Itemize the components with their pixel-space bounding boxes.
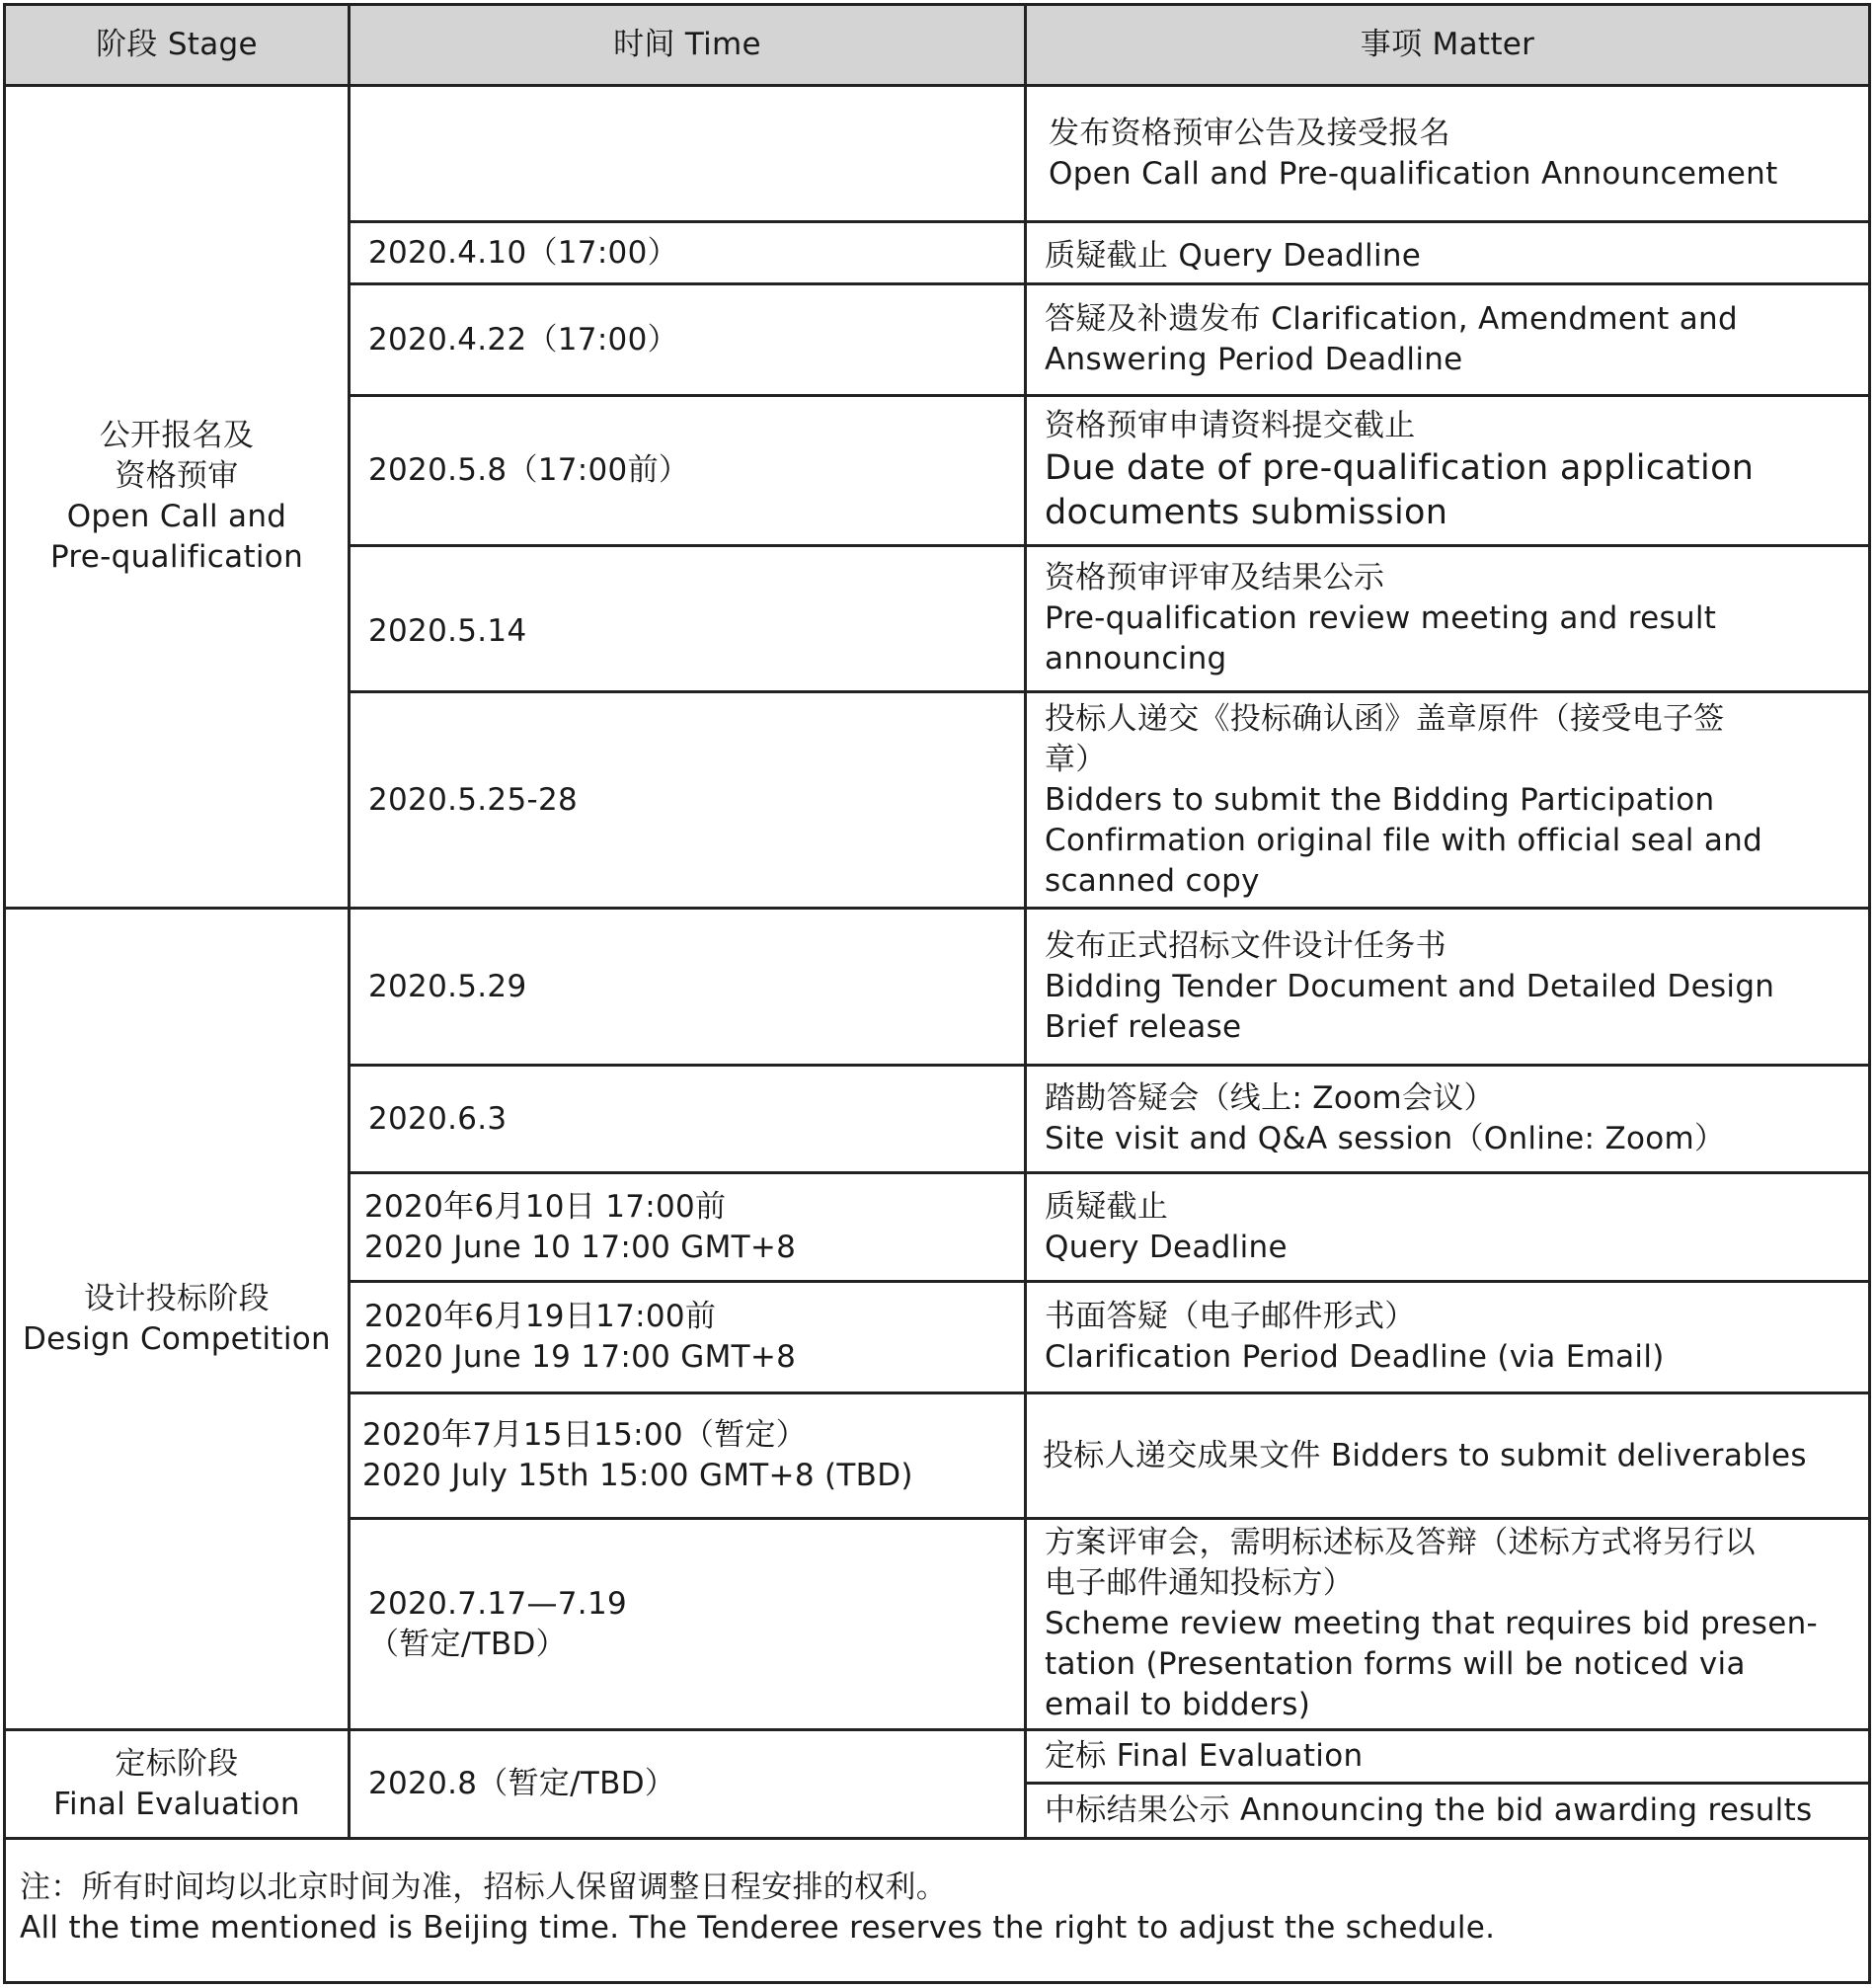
time-cell: 2020年6月19日17:00前 2020 June 19 17:00 GMT+8 (364, 1299, 797, 1375)
time-cell: 2020.5.25-28 (368, 781, 579, 818)
divider (348, 690, 1871, 693)
matter-cell: 方案评审会，需明标述标及答辩（述标方式将另行以 电子邮件通知投标方） Scheme review meeting that requires bid presen- tation (Presentation forms will be noticed via email to bidders) (1045, 1525, 1819, 1722)
header-stage: 阶段 Stage (96, 27, 258, 62)
divider (348, 3, 351, 1840)
matter-cell: 资格预审评审及结果公示 Pre-qualification review meeting and result announcing (1045, 560, 1717, 676)
header-matter: 事项 Matter (1360, 27, 1535, 62)
header-time: 时间 Time (613, 27, 761, 62)
divider (1024, 3, 1027, 1840)
table-border (3, 3, 1871, 1984)
matter-cell: 定标 Final Evaluation (1045, 1738, 1364, 1774)
time-cell: 2020.6.3 (368, 1100, 508, 1137)
divider (348, 282, 1871, 285)
time-cell: 2020.5.14 (368, 613, 527, 649)
matter-cell: 资格预审申请资料提交截止 Due date of pre-qualification application documents submission (1045, 408, 1755, 532)
divider (348, 544, 1871, 547)
matter-cell: 书面答疑（电子邮件形式） Clarification Period Deadline (via Email) (1045, 1299, 1665, 1375)
divider (1024, 1782, 1871, 1785)
time-cell: 2020.5.8（17:00前） (368, 452, 690, 488)
matter-cell: 发布资格预审公告及接受报名 Open Call and Pre-qualification Announcement (1049, 115, 1778, 192)
matter-cell: 投标人递交《投标确认函》盖章原件（接受电子签 章） Bidders to submit the Bidding Participation Confirmation original file with official seal and scanned copy (1045, 700, 1763, 899)
matter-cell: 质疑截止 Query Deadline (1045, 1188, 1288, 1265)
divider (348, 1517, 1871, 1520)
divider (348, 1064, 1871, 1067)
divider (348, 1392, 1871, 1394)
divider (3, 84, 1871, 87)
time-cell: 2020.4.22（17:00） (368, 321, 678, 358)
divider (348, 1280, 1871, 1283)
time-cell: 2020年6月10日 17:00前 2020 June 10 17:00 GMT+8 (364, 1188, 797, 1265)
matter-cell: 答疑及补遗发布 Clarification, Amendment and Answering Period Deadline (1045, 301, 1738, 377)
divider (348, 220, 1871, 223)
divider (3, 907, 1871, 910)
time-cell: 2020.4.10（17:00） (368, 234, 678, 271)
matter-cell: 质疑截止 Query Deadline (1045, 237, 1422, 274)
matter-cell: 踏勘答疑会（线上: Zoom会议） Site visit and Q&A session（Online: Zoom） (1045, 1080, 1726, 1156)
time-cell: 2020.8（暂定/TBD） (368, 1766, 676, 1801)
divider (348, 394, 1871, 397)
time-cell: 2020年7月15日15:00（暂定） 2020 July 15th 15:00 GMT+8 (TBD) (362, 1417, 913, 1493)
matter-cell: 中标结果公示 Announcing the bid awarding results (1045, 1792, 1813, 1828)
matter-cell: 发布正式招标文件设计任务书 Bidding Tender Document and Detailed Design Brief release (1045, 927, 1775, 1045)
divider (3, 1837, 1871, 1840)
footnote: 注：所有时间均以北京时间为准，招标人保留调整日程安排的权利。 All the time mentioned is Beijing time. The Tenderee reserves the right to adjust the schedule. (20, 1869, 1496, 1946)
stage-open-call: 公开报名及 资格预审 Open Call and Pre-qualification (49, 418, 304, 575)
time-cell: 2020.7.17—7.19 （暂定/TBD） (368, 1585, 627, 1662)
time-cell: 2020.5.29 (368, 968, 527, 1004)
divider (3, 1728, 1871, 1731)
stage-design-competition: 设计投标阶段 Design Competition (23, 1280, 331, 1357)
matter-cell: 投标人递交成果文件 Bidders to submit deliverables (1043, 1437, 1807, 1473)
divider (348, 1171, 1871, 1174)
stage-final-evaluation: 定标阶段 Final Evaluation (53, 1745, 300, 1822)
